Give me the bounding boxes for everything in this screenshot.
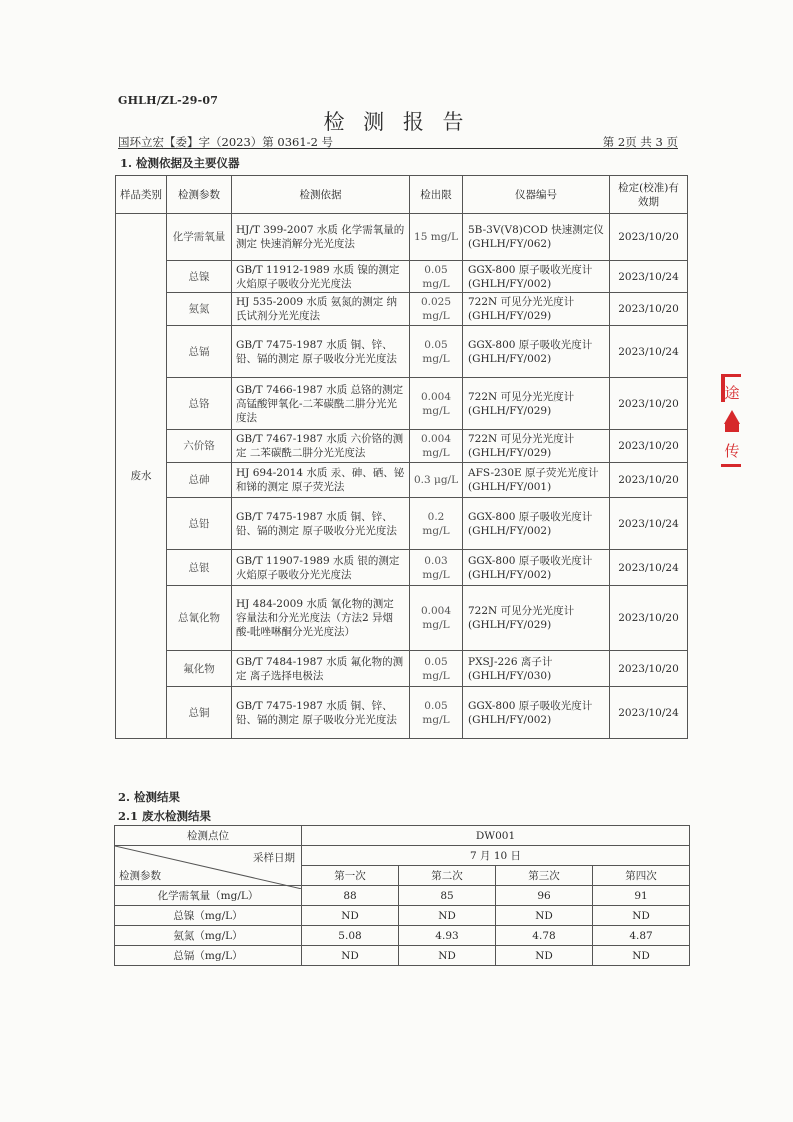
validity-cell: 2023/10/20 [610,586,688,651]
basis-cell: GB/T 7466-1987 水质 总铬的测定 高锰酸钾氧化-二苯碳酰二肼分光光度法 [232,378,410,430]
parameter-cell: 总镉 [167,326,232,378]
section-2-heading: 2. 检测结果 [118,790,181,804]
point-row [115,826,690,846]
report-title: 检 测 报 告 [323,110,470,134]
instrument-cell: GGX-800 原子吸收光度计(GHLH/FY/002) [463,687,610,739]
header-basis: 检测依据 [232,176,410,214]
parameter-cell: 总铬 [167,378,232,430]
result-parameter: 氨氮（mg/L） [115,926,302,946]
limit-cell: 0.2 mg/L [410,498,463,550]
basis-cell: GB/T 7475-1987 水质 铜、锌、铅、镉的测定 原子吸收分光光度法 [232,687,410,739]
result-value: 4.87 [593,926,690,946]
date-label: 采样日期 [253,852,295,864]
limit-cell: 0.025 mg/L [410,293,463,326]
result-value: ND [593,906,690,926]
validity-cell: 2023/10/20 [610,651,688,687]
basis-cell: GB/T 7475-1987 水质 铜、锌、铅、镉的测定 原子吸收分光光度法 [232,326,410,378]
validity-cell: 2023/10/24 [610,261,688,293]
parameter-cell: 总铅 [167,498,232,550]
basis-cell: GB/T 7475-1987 水质 铜、锌、铅、镉的测定 原子吸收分光光度法 [232,498,410,550]
time-1: 第一次 [302,866,399,886]
table-row [116,378,688,430]
result-value: 88 [302,886,399,906]
result-row [115,946,690,966]
instrument-cell: AFS-230E 原子荧光光度计(GHLH/FY/001) [463,463,610,498]
header-validity: 检定(校准)有效期 [610,176,688,214]
result-value: ND [496,906,593,926]
basis-cell: HJ 694-2014 水质 汞、砷、硒、铋和锑的测定 原子荧光法 [232,463,410,498]
time-4: 第四次 [593,866,690,886]
validity-cell: 2023/10/24 [610,498,688,550]
result-value: ND [399,946,496,966]
section-1-heading: 1. 检测依据及主要仪器 [120,156,240,170]
page-info: 第 2页 共 3 页 [602,135,678,149]
limit-cell: 0.3 μg/L [410,463,463,498]
limit-cell: 0.004 mg/L [410,586,463,651]
limit-cell: 0.05 mg/L [410,651,463,687]
time-2: 第二次 [399,866,496,886]
point-label: 检测点位 [115,826,302,846]
header-limit: 检出限 [410,176,463,214]
instrument-cell: GGX-800 原子吸收光度计(GHLH/FY/002) [463,326,610,378]
validity-cell: 2023/10/24 [610,326,688,378]
parameter-cell: 氟化物 [167,651,232,687]
parameter-cell: 总银 [167,550,232,586]
parameter-cell: 总铜 [167,687,232,739]
result-row [115,926,690,946]
table-row [116,293,688,326]
header-instrument: 仪器编号 [463,176,610,214]
instrument-cell: 722N 可见分光光度计(GHLH/FY/029) [463,586,610,651]
table-row [116,463,688,498]
parameter-cell: 总砷 [167,463,232,498]
validity-cell: 2023/10/20 [610,463,688,498]
point-value: DW001 [302,826,690,846]
table-header-row [116,176,688,214]
table-row [116,687,688,739]
instrument-cell: 722N 可见分光光度计(GHLH/FY/029) [463,378,610,430]
limit-cell: 0.05 mg/L [410,261,463,293]
result-parameter: 化学需氧量（mg/L） [115,886,302,906]
table-row [116,430,688,463]
validity-cell: 2023/10/20 [610,214,688,261]
basis-cell: HJ/T 399-2007 水质 化学需氧量的测定 快速消解分光光度法 [232,214,410,261]
result-value: ND [496,946,593,966]
svg-text:传: 传 [724,442,740,460]
result-parameter: 总镍（mg/L） [115,906,302,926]
parameter-cell: 总氰化物 [167,586,232,651]
instrument-cell: 5B-3V(V8)COD 快速测定仪(GHLH/FY/062) [463,214,610,261]
result-value: ND [302,946,399,966]
result-value: 4.78 [496,926,593,946]
instrument-cell: 722N 可见分光光度计(GHLH/FY/029) [463,293,610,326]
parameter-cell: 总镍 [167,261,232,293]
basis-cell: GB/T 11912-1989 水质 镍的测定 火焰原子吸收分光光度法 [232,261,410,293]
time-3: 第三次 [496,866,593,886]
table-row [116,550,688,586]
header-parameter: 检测参数 [167,176,232,214]
report-number: 国环立宏【委】字（2023）第 0361-2 号 [118,135,334,149]
basis-instrument-table [115,175,688,739]
parameter-cell: 氨氮 [167,293,232,326]
basis-cell: GB/T 11907-1989 水质 银的测定 火焰原子吸收分光光度法 [232,550,410,586]
basis-cell: GB/T 7467-1987 水质 六价铬的测定 二苯碳酰二肼分光光度法 [232,430,410,463]
document-id: GHLH/ZL-29-07 [118,94,219,107]
result-value: 96 [496,886,593,906]
instrument-cell: PXSJ-226 离子计(GHLH/FY/030) [463,651,610,687]
result-value: ND [302,906,399,926]
results-table [114,825,690,966]
result-value: ND [593,946,690,966]
limit-cell: 0.05 mg/L [410,687,463,739]
result-value: 5.08 [302,926,399,946]
result-value: 4.93 [399,926,496,946]
sample-category: 废水 [116,214,167,739]
table-row [116,326,688,378]
header-sample-category: 样品类别 [116,176,167,214]
validity-cell: 2023/10/20 [610,378,688,430]
table-row [116,586,688,651]
basis-cell: GB/T 7484-1987 水质 氟化物的测定 离子选择电极法 [232,651,410,687]
table-row [116,214,688,261]
validity-cell: 2023/10/20 [610,293,688,326]
limit-cell: 0.004 mg/L [410,378,463,430]
limit-cell: 0.03 mg/L [410,550,463,586]
table-row [116,261,688,293]
table-row [116,498,688,550]
limit-cell: 0.004 mg/L [410,430,463,463]
limit-cell: 15 mg/L [410,214,463,261]
basis-cell: HJ 535-2009 水质 氨氮的测定 纳氏试剂分光光度法 [232,293,410,326]
validity-cell: 2023/10/24 [610,687,688,739]
result-value: 91 [593,886,690,906]
result-parameter: 总镉（mg/L） [115,946,302,966]
validity-cell: 2023/10/24 [610,550,688,586]
section-2-1-heading: 2.1 废水检测结果 [118,809,212,823]
instrument-cell: GGX-800 原子吸收光度计(GHLH/FY/002) [463,498,610,550]
diagonal-header-cell [115,846,302,886]
result-row [115,906,690,926]
limit-cell: 0.05 mg/L [410,326,463,378]
result-value: 85 [399,886,496,906]
parameter-cell: 六价铬 [167,430,232,463]
instrument-cell: GGX-800 原子吸收光度计(GHLH/FY/002) [463,261,610,293]
instrument-cell: 722N 可见分光光度计(GHLH/FY/029) [463,430,610,463]
report-reference-line [118,134,678,149]
basis-cell: HJ 484-2009 水质 氰化物的测定 容量法和分光光度法（方法2 异烟酸-吡唑啉酮分光光度法） [232,586,410,651]
parameter-cell: 化学需氧量 [167,214,232,261]
seal-stamp [720,372,742,470]
result-value: ND [399,906,496,926]
validity-cell: 2023/10/20 [610,430,688,463]
instrument-cell: GGX-800 原子吸收光度计(GHLH/FY/002) [463,550,610,586]
svg-text:途: 途 [724,384,740,402]
table-row [116,651,688,687]
sampling-date: 7 月 10 日 [302,846,690,866]
param-label: 检测参数 [119,870,161,882]
date-row [115,846,690,866]
